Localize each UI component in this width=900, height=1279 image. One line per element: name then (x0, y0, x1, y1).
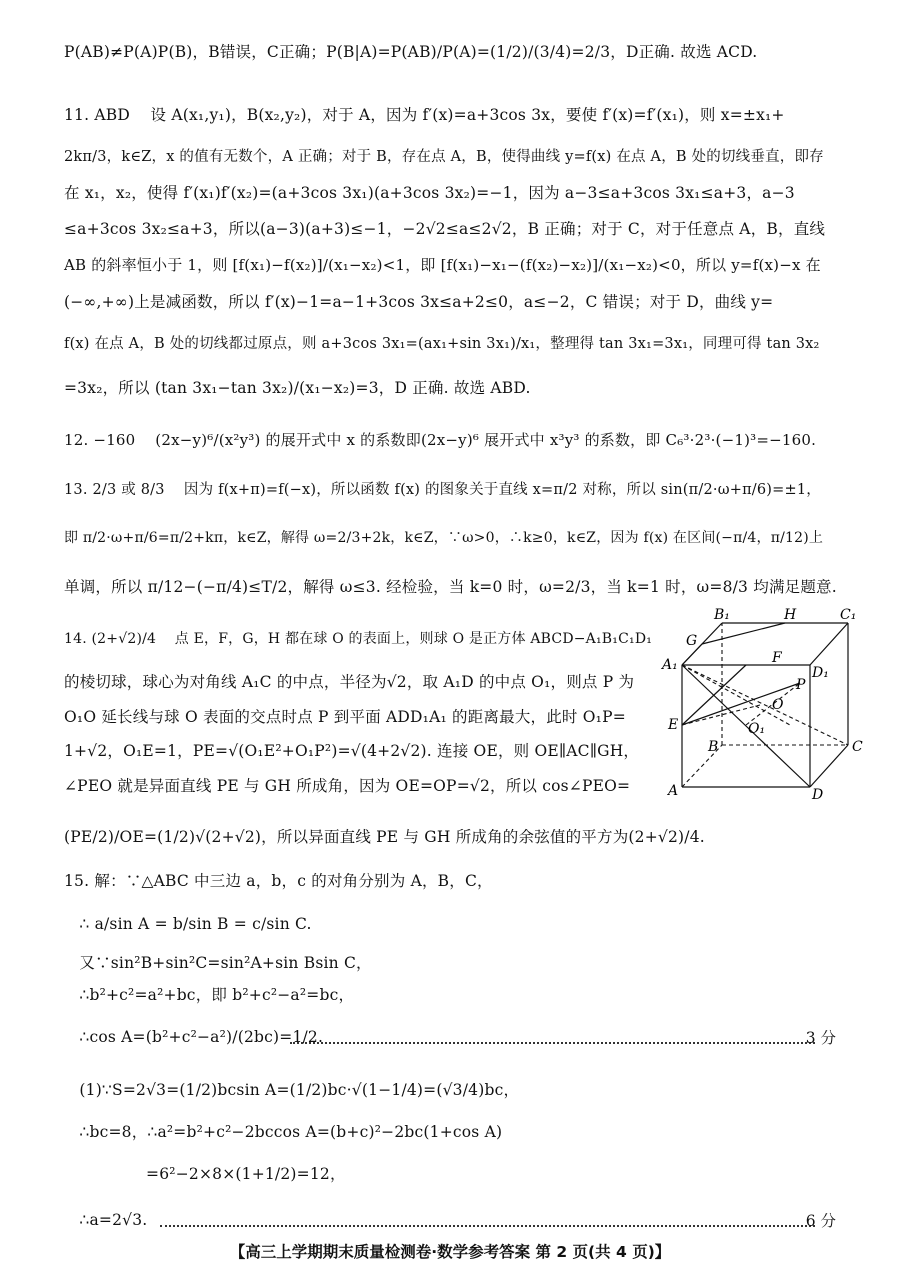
text-line: ≤a+3cos 3x₂≤a+3，所以(a−3)(a+3)≤−1，−2√2≤a≤2√2，B 正确；对于 C，对于任意点 A，B，直线 (64, 220, 826, 238)
text-line: (−∞,+∞)上是减函数，所以 f′(x)−1=a−1+3cos 3x≤a+2≤0，a≤−2，C 错误；对于 D，曲线 y= (64, 293, 774, 311)
label-O1: O₁ (748, 721, 766, 737)
text-line: ∴bc=8，∴a²=b²+c²−2bccos A=(b+c)²−2bc(1+cos A) (64, 1123, 503, 1141)
cube-figure (660, 605, 880, 805)
leader-dots (290, 1042, 815, 1044)
text-line: O₁O 延长线与球 O 表面的交点时点 P 到平面 ADD₁A₁ 的距离最大，此时 O₁P= (64, 708, 626, 726)
text-line: f(x) 在点 A，B 处的切线都过原点，则 a+3cos 3x₁=(ax₁+sin 3x₁)/x₁，整理得 tan 3x₁=3x₁，同理可得 tan 3x₂ (64, 336, 820, 352)
label-D: D (812, 787, 824, 803)
label-B: B (708, 739, 719, 755)
text-line: AB 的斜率恒小于 1，则 [f(x₁)−f(x₂)]/(x₁−x₂)<1，即 [f(x₁)−x₁−(f(x₂)−x₂)]/(x₁−x₂)<0，所以 y=f(x)−x 在 (64, 256, 821, 274)
score-label: 3 分 (805, 1029, 836, 1047)
text-line: (PE/2)/OE=(1/2)√(2+√2)，所以异面直线 PE 与 GH 所成角的余弦值的平方为(2+√2)/4. (64, 828, 705, 846)
text-line: 在 x₁，x₂，使得 f′(x₁)f′(x₂)=(a+3cos 3x₁)(a+3cos 3x₂)=−1，因为 a−3≤a+3cos 3x₁≤a+3，a−3 (64, 184, 795, 202)
label-P: P (796, 677, 806, 693)
label-A1: A₁ (662, 657, 678, 673)
label-C: C (852, 739, 863, 755)
text-line: (1)∵S=2√3=(1/2)bcsin A=(1/2)bc·√(1−1/4)=(√3/4)bc， (64, 1081, 520, 1099)
question-11-line: 11. ABD 设 A(x₁,y₁)，B(x₂,y₂)，对于 A，因为 f′(x)=a+3cos 3x，要使 f′(x)=f′(x₁)，则 x=±x₁+ (64, 106, 785, 124)
label-G: G (686, 633, 698, 649)
text-line: 2kπ/3，k∈Z，x 的值有无数个，A 正确；对于 B，存在点 A，B，使得曲线 y=f(x) 在点 A，B 处的切线垂直，即存 (64, 149, 824, 165)
question-12-line: 12. −160 (2x−y)⁶/(x²y³) 的展开式中 x 的系数即(2x−y)⁶ 展开式中 x³y³ 的系数，即 C₆³·2³·(−1)³=−160. (64, 431, 817, 449)
text-line: ∴ a/sin A = b/sin B = c/sin C. (64, 915, 312, 933)
question-15-line: 15. 解：∵△ABC 中三边 a，b，c 的对角分别为 A，B，C， (64, 872, 493, 890)
text-line: 单调，所以 π/12−(−π/4)≤T/2，解得 ω≤3. 经检验，当 k=0 时，ω=2/3，当 k=1 时，ω=8/3 均满足题意. (64, 578, 837, 596)
leader-dots (160, 1225, 815, 1227)
label-H: H (784, 607, 797, 623)
text-line: ∴cos A=(b²+c²−a²)/(2bc)=1/2. (64, 1028, 324, 1046)
label-E: E (668, 717, 679, 733)
score-label: 6 分 (805, 1212, 836, 1230)
label-C1: C₁ (840, 607, 857, 623)
label-O: O (772, 697, 784, 713)
page-footer: 【高三上学期期末质量检测卷·数学参考答案 第 2 页(共 4 页)】 (229, 1243, 671, 1261)
text-line: =3x₂，所以 (tan 3x₁−tan 3x₂)/(x₁−x₂)=3，D 正确. 故选 ABD. (64, 379, 531, 397)
label-B1: B₁ (714, 607, 730, 623)
text-line: 的棱切球，球心为对角线 A₁C 的中点，半径为√2，取 A₁D 的中点 O₁，则点 P 为 (64, 673, 635, 691)
text-line: 又∵sin²B+sin²C=sin²A+sin Bsin C， (64, 954, 372, 972)
label-F: F (772, 650, 782, 666)
question-14-line: 14. (2+√2)/4 点 E，F，G，H 都在球 O 的表面上，则球 O 是正方体 ABCD−A₁B₁C₁D₁ (64, 631, 653, 647)
text-line: ∴a=2√3. (64, 1211, 148, 1229)
text-line: ∴b²+c²=a²+bc，即 b²+c²−a²=bc， (64, 986, 355, 1004)
label-A: A (668, 783, 679, 799)
text-line: 1+√2，O₁E=1，PE=√(O₁E²+O₁P²)=√(4+2√2). 连接 OE，则 OE∥AC∥GH， (64, 742, 640, 760)
text-line: ∠PEO 就是异面直线 PE 与 GH 所成角，因为 OE=OP=√2，所以 cos∠PEO= (64, 777, 631, 795)
question-13-line: 13. 2/3 或 8/3 因为 f(x+π)=f(−x)，所以函数 f(x) 的图象关于直线 x=π/2 对称，所以 sin(π/2·ω+π/6)=±1， (64, 482, 821, 498)
text-line: 即 π/2·ω+π/6=π/2+kπ，k∈Z，解得 ω=2/3+2k，k∈Z，∵ω>0，∴k≥0，k∈Z，因为 f(x) 在区间(−π/4，π/12)上 (64, 530, 824, 546)
text-line: P(AB)≠P(A)P(B)，B错误，C正确；P(B|A)=P(AB)/P(A)=(1/2)/(3/4)=2/3，D正确. 故选 ACD. (64, 43, 758, 61)
text-line: =6²−2×8×(1+1/2)=12， (64, 1165, 346, 1183)
label-D1: D₁ (812, 665, 829, 681)
